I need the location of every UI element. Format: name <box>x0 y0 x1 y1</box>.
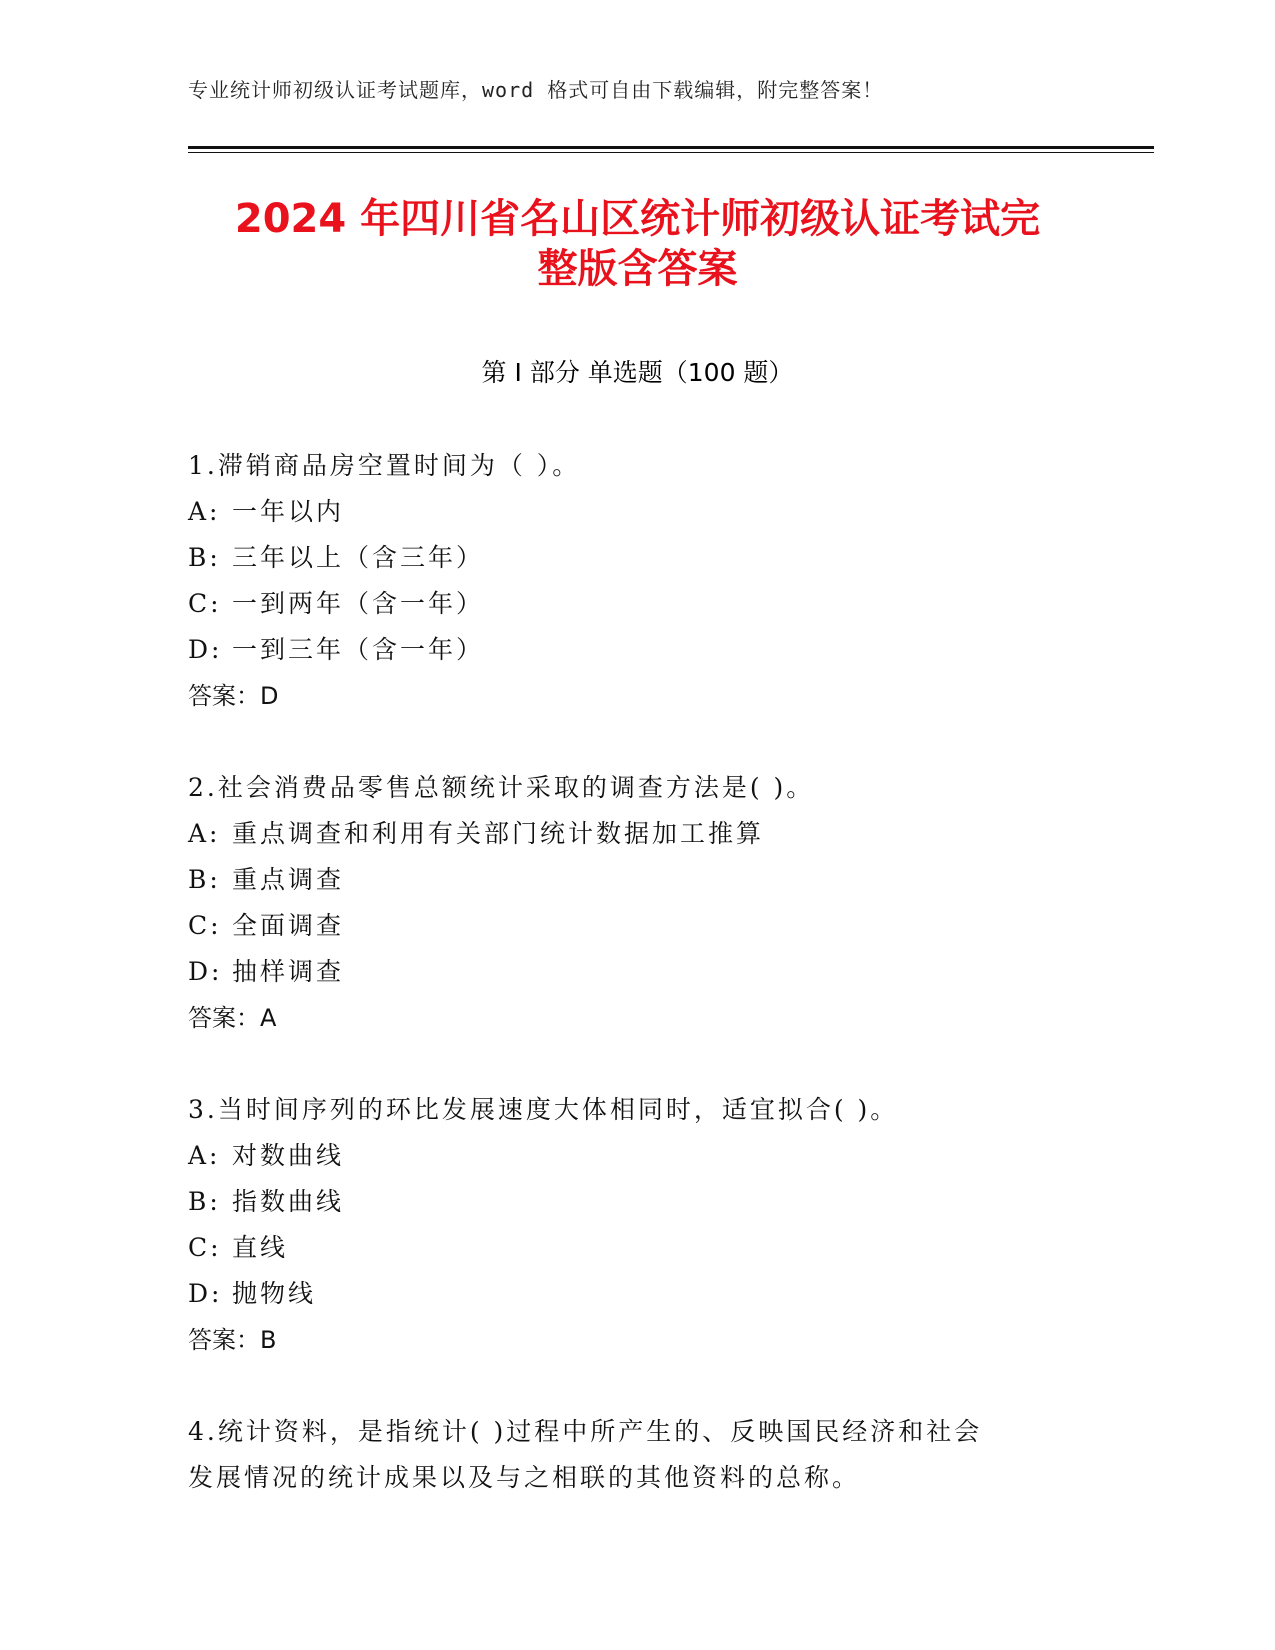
option-a <box>188 1133 1088 1179</box>
option-text: 抽样调查 <box>232 957 345 986</box>
question-stem: 2.社会消费品零售总额统计采取的调查方法是( )。 <box>188 773 815 802</box>
option-d <box>188 1271 1088 1317</box>
question-2 <box>188 765 1088 1041</box>
question-list <box>188 443 1088 1547</box>
answer: 答案：A <box>188 1004 277 1032</box>
header-rule-thick <box>188 146 1154 149</box>
question-3 <box>188 1087 1088 1363</box>
option-text: 一到两年（含一年） <box>232 589 485 618</box>
option-d <box>188 949 1088 995</box>
option-label: A: <box>188 819 221 848</box>
option-label: A: <box>188 1141 221 1170</box>
answer: 答案：D <box>188 682 279 710</box>
title-line-2: 整版含答案 <box>537 246 738 292</box>
option-b <box>188 1179 1088 1225</box>
question-stem: 3.当时间序列的环比发展速度大体相同时，适宜拟合( )。 <box>188 1095 899 1124</box>
document-title <box>150 194 1125 294</box>
option-label: A: <box>188 497 221 526</box>
option-text: 一到三年（含一年） <box>232 635 485 664</box>
option-text: 对数曲线 <box>232 1141 345 1170</box>
option-label: C: <box>188 1233 222 1262</box>
option-b <box>188 857 1088 903</box>
option-label: C: <box>188 911 222 940</box>
option-a <box>188 489 1088 535</box>
option-label: B: <box>188 543 221 572</box>
answer: 答案：B <box>188 1326 277 1354</box>
option-text: 三年以上（含三年） <box>232 543 485 572</box>
question-4 <box>188 1409 1088 1501</box>
header-rule-thin <box>188 152 1154 153</box>
option-text: 指数曲线 <box>232 1187 345 1216</box>
option-text: 重点调查 <box>232 865 345 894</box>
option-label: D: <box>188 957 223 986</box>
option-label: B: <box>188 1187 221 1216</box>
header-note: 专业统计师初级认证考试题库，word 格式可自由下载编辑，附完整答案！ <box>188 78 884 102</box>
title-line-1: 2024 年四川省名山区统计师初级认证考试完 <box>234 196 1041 242</box>
question-1 <box>188 443 1088 719</box>
option-label: D: <box>188 635 223 664</box>
option-c <box>188 1225 1088 1271</box>
section-heading: 第 I 部分 单选题（100 题） <box>481 358 794 387</box>
question-stem: 1.滞销商品房空置时间为（ ）。 <box>188 451 581 480</box>
option-b <box>188 535 1088 581</box>
option-c <box>188 903 1088 949</box>
option-text: 抛物线 <box>232 1279 317 1308</box>
option-label: C: <box>188 589 222 618</box>
option-text: 一年以内 <box>232 497 345 526</box>
option-text: 全面调查 <box>232 911 345 940</box>
option-text: 直线 <box>232 1233 289 1262</box>
option-label: D: <box>188 1279 223 1308</box>
option-label: B: <box>188 865 221 894</box>
option-c <box>188 581 1088 627</box>
option-d <box>188 627 1088 673</box>
question-stem-line-2: 发展情况的统计成果以及与之相联的其他资料的总称。 <box>188 1463 861 1492</box>
option-text: 重点调查和利用有关部门统计数据加工推算 <box>232 819 765 848</box>
question-stem-line-1: 4.统计资料，是指统计( )过程中所产生的、反映国民经济和社会 <box>188 1417 983 1446</box>
option-a <box>188 811 1088 857</box>
